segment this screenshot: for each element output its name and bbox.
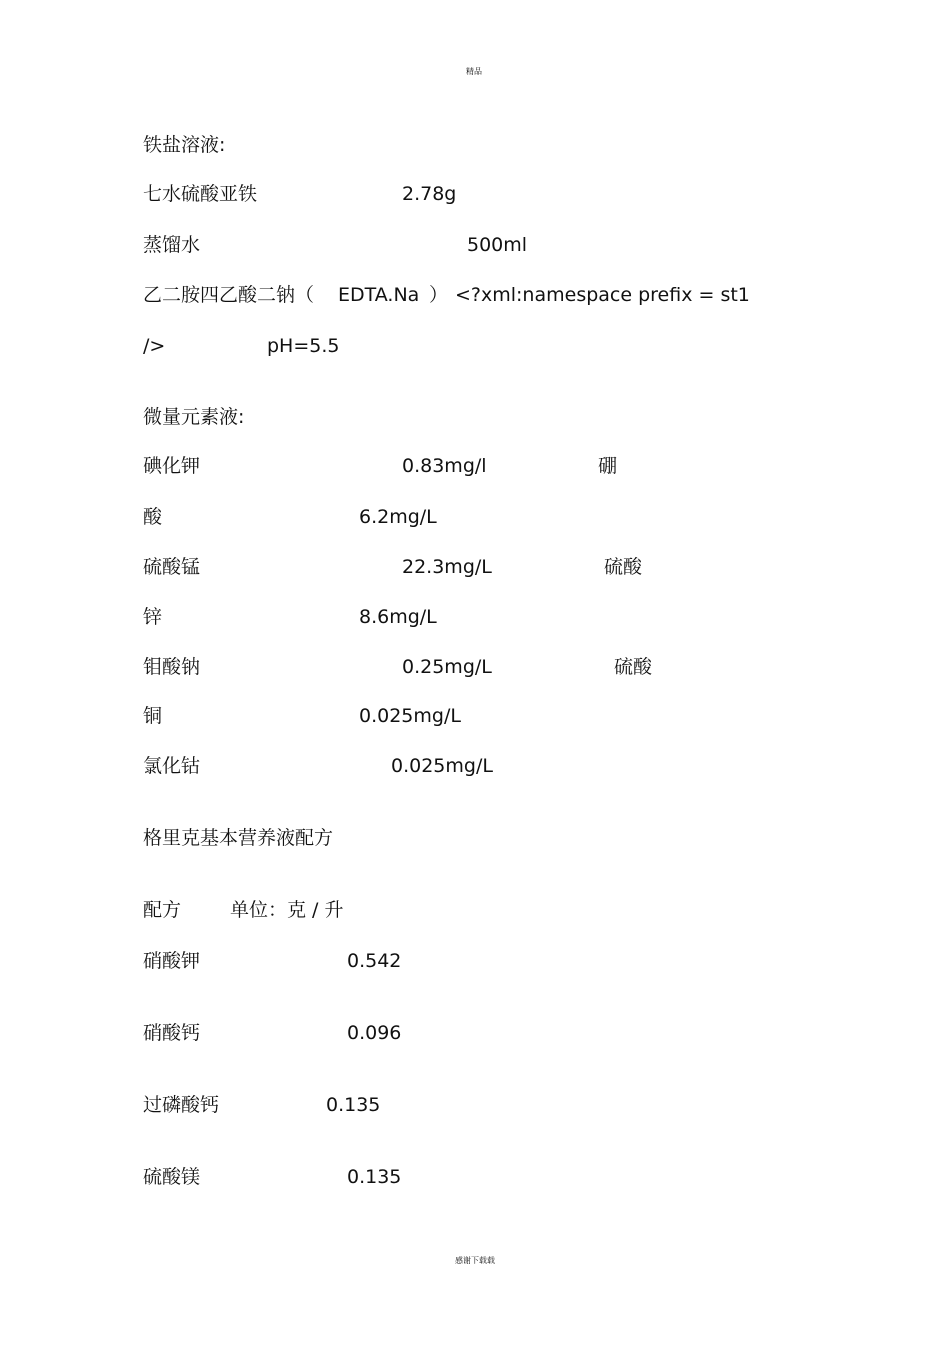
gericke-row-name: 硝酸钙 xyxy=(143,1022,201,1044)
gericke-title: 格里克基本营养液配方 xyxy=(143,827,334,849)
micro-row-next: 硼 xyxy=(598,455,618,477)
gericke-row-name: 硫酸镁 xyxy=(143,1166,201,1188)
micro-row-name: 酸 xyxy=(143,506,163,528)
micro-row-value: 0.025mg/L xyxy=(391,755,493,777)
iron-row3-xml: <?xml:namespace prefix = st1 xyxy=(455,284,750,306)
micro-row-value: 22.3mg/L xyxy=(402,556,492,578)
iron-row3-edta: EDTA.Na xyxy=(338,284,420,306)
micro-row-value: 0.025mg/L xyxy=(359,705,461,727)
micro-row-name: 钼酸钠 xyxy=(143,656,201,678)
micro-row-name: 碘化钾 xyxy=(143,455,201,477)
micro-row-name: 氯化钴 xyxy=(143,755,201,777)
iron-row3-close: ） xyxy=(429,284,449,306)
iron-solution-title: 铁盐溶液: xyxy=(143,134,226,156)
gericke-row-value: 0.542 xyxy=(347,950,402,972)
micro-row-value: 0.83mg/l xyxy=(402,455,487,477)
micro-row-next: 硫酸 xyxy=(604,556,643,578)
micro-row-value: 0.25mg/L xyxy=(402,656,492,678)
gericke-row-value: 0.096 xyxy=(347,1022,402,1044)
gericke-unit: 单位：克 / 升 xyxy=(230,899,344,921)
micro-row-value: 8.6mg/L xyxy=(359,606,437,628)
gericke-row-value: 0.135 xyxy=(326,1094,381,1116)
iron-row4-tag: /> xyxy=(143,335,166,357)
iron-row1-name: 七水硫酸亚铁 xyxy=(143,183,258,205)
iron-row1-value: 2.78g xyxy=(402,183,457,205)
iron-row3-name: 乙二胺四乙酸二钠（ xyxy=(143,284,315,306)
gericke-row-name: 硝酸钾 xyxy=(143,950,201,972)
gericke-formula-label: 配方 xyxy=(143,899,182,921)
page-header: 精品 xyxy=(466,67,482,76)
micro-row-name: 锌 xyxy=(143,606,163,628)
iron-row2-value: 500ml xyxy=(467,234,528,256)
micro-row-value: 6.2mg/L xyxy=(359,506,437,528)
micro-row-next: 硫酸 xyxy=(614,656,653,678)
micro-row-name: 硫酸锰 xyxy=(143,556,201,578)
micro-solution-title: 微量元素液: xyxy=(143,406,245,428)
gericke-row-value: 0.135 xyxy=(347,1166,402,1188)
iron-row2-name: 蒸馏水 xyxy=(143,234,201,256)
iron-row4-ph: pH=5.5 xyxy=(267,335,340,357)
gericke-row-name: 过磷酸钙 xyxy=(143,1094,220,1116)
micro-row-name: 铜 xyxy=(143,705,163,727)
page-footer: 感谢下载载 xyxy=(455,1256,495,1265)
